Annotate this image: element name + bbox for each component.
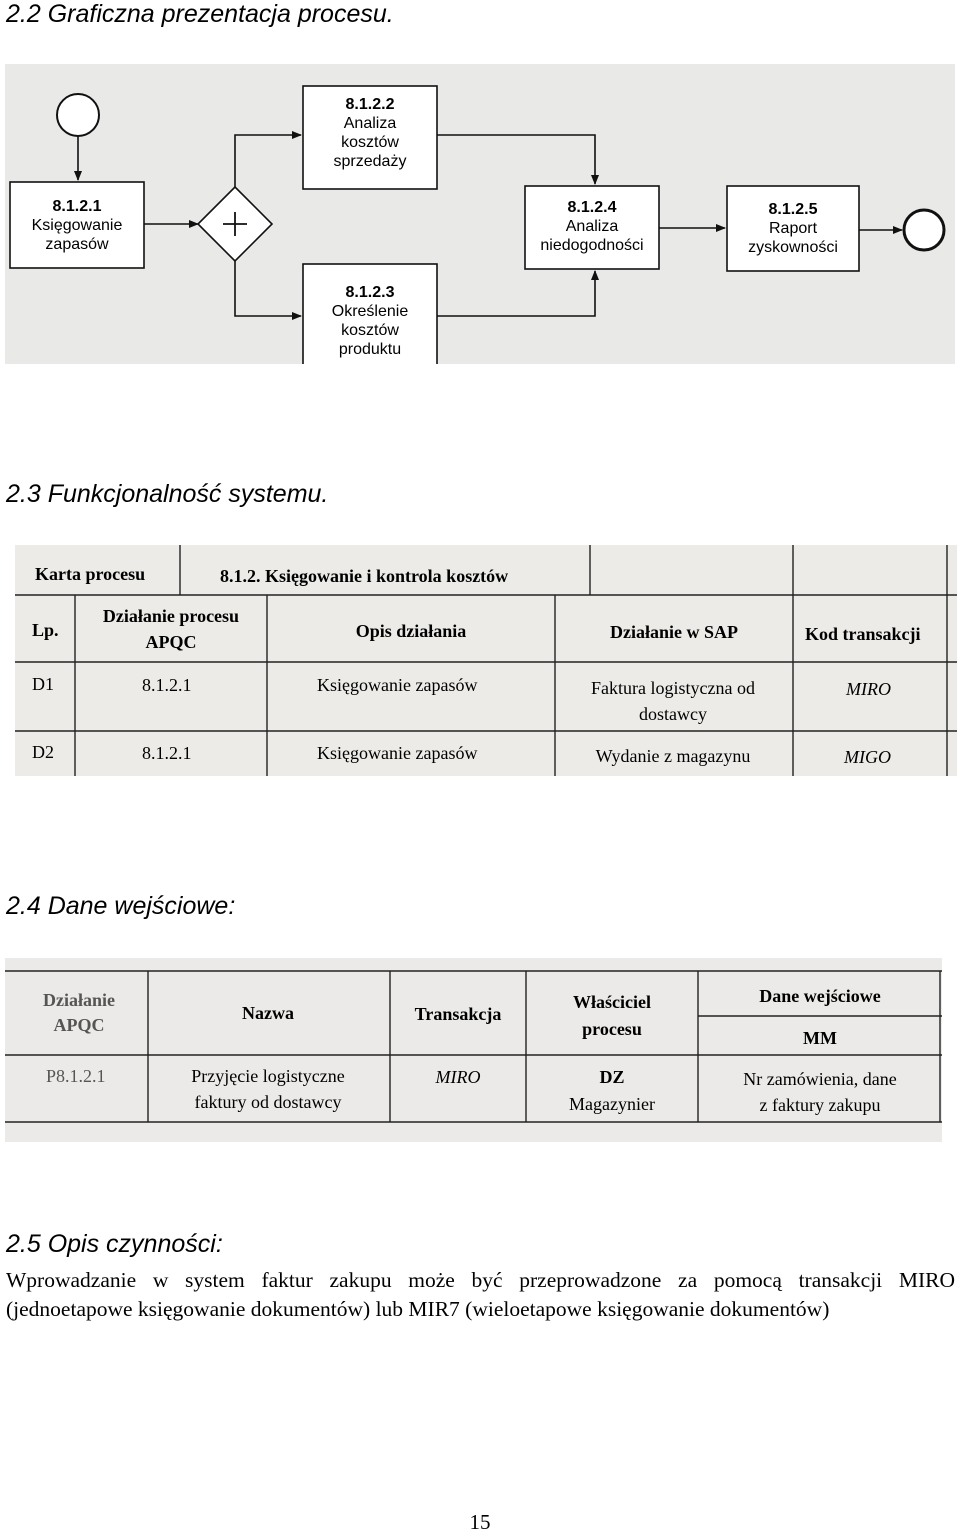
box-4-line-3: niedogodności	[540, 237, 644, 254]
process-card-title: 8.1.2. Księgowanie i kontrola kosztów	[220, 566, 509, 586]
header-mm: MM	[803, 1028, 837, 1048]
box-1-line-3: zapasów	[45, 236, 109, 253]
row-1-apqc: 8.1.2.1	[142, 675, 192, 695]
row-1-lp: D1	[32, 674, 54, 694]
description-paragraph: Wprowadzanie w system faktur zakupu może być przeprowadzone za pomocą transakcji MIRO (jednoetapowe księgowanie dokumentów) lub MIR7 (wieloetapowe księgowanie dokumentów)	[6, 1268, 955, 1321]
row-2-sap: Wydanie z magazynu	[595, 746, 751, 766]
header-opis: Opis działania	[355, 621, 467, 641]
box-2-line-1: 8.1.2.2	[345, 96, 395, 113]
box-4-line-1: 8.1.2.4	[567, 199, 617, 216]
row-apqc: P8.1.2.1	[46, 1066, 106, 1086]
header-kod: Kod transakcji	[805, 624, 921, 644]
header-dane-wejsciowe: Dane wejściowe	[759, 986, 881, 1006]
header-wlasciciel-line-1: Właściciel	[573, 992, 651, 1012]
box-2-line-3: kosztów	[341, 134, 399, 151]
box-3-line-1: 8.1.2.3	[345, 284, 395, 301]
row-1-sap-line-2: dostawcy	[639, 704, 707, 724]
row-2-opis: Księgowanie zapasów	[317, 743, 478, 763]
row-transakcja: MIRO	[435, 1067, 481, 1087]
header-apqc-line-2: APQC	[53, 1015, 105, 1035]
header-wlasciciel-line-2: procesu	[582, 1019, 642, 1039]
header-apqc-line-1: Działanie procesu	[102, 606, 240, 626]
section-heading-2-2: 2.2 Graficzna prezentacja procesu.	[6, 0, 394, 28]
box-1-line-1: 8.1.2.1	[52, 198, 102, 215]
section-heading-2-3: 2.3 Funkcjonalność systemu.	[6, 480, 329, 508]
box-5-line-1: 8.1.2.5	[768, 201, 818, 218]
row-nazwa-line-2: faktury od dostawcy	[194, 1092, 342, 1112]
header-transakcja: Transakcja	[414, 1004, 502, 1024]
process-flow-diagram	[5, 64, 955, 364]
box-2-line-2: Analiza	[343, 115, 397, 132]
row-2-lp: D2	[32, 742, 54, 762]
box-3-line-2: Określenie	[331, 303, 409, 320]
process-card-table	[15, 545, 957, 776]
process-card-label: Karta procesu	[35, 564, 146, 584]
header-apqc-line-2: APQC	[145, 632, 197, 652]
row-wlasciciel-code: DZ	[599, 1067, 625, 1087]
box-3-line-4: produktu	[338, 341, 402, 358]
box-2-line-4: sprzedaży	[333, 153, 407, 170]
box-3-line-3: kosztów	[341, 322, 399, 339]
row-1-sap-line-1: Faktura logistyczna od	[591, 678, 755, 698]
section-heading-2-4: 2.4 Dane wejściowe:	[6, 892, 236, 920]
input-data-table	[5, 958, 942, 1142]
header-apqc-line-1: Działanie	[43, 990, 115, 1010]
header-nazwa: Nazwa	[242, 1003, 294, 1023]
row-1-opis: Księgowanie zapasów	[317, 675, 478, 695]
row-dane-line-2: z faktury zakupu	[759, 1095, 881, 1115]
page-number: 15	[469, 1510, 491, 1534]
box-4-line-2: Analiza	[565, 218, 619, 235]
row-2-kod: MIGO	[844, 747, 891, 767]
section-heading-2-5: 2.5 Opis czynności:	[6, 1230, 223, 1258]
box-1-line-2: Księgowanie	[31, 217, 123, 234]
header-sap: Działanie w SAP	[610, 622, 738, 642]
end-event-icon	[904, 210, 944, 250]
row-2-apqc: 8.1.2.1	[142, 743, 192, 763]
row-nazwa-line-1: Przyjęcie logistyczne	[191, 1066, 345, 1086]
start-event-icon	[57, 94, 99, 136]
row-dane-line-1: Nr zamówienia, dane	[743, 1069, 897, 1089]
row-wlasciciel-role: Magazynier	[569, 1094, 655, 1114]
box-5-line-3: zyskowności	[748, 239, 838, 256]
header-lp: Lp.	[32, 620, 59, 640]
row-1-kod: MIRO	[846, 679, 891, 699]
box-5-line-2: Raport	[768, 220, 818, 237]
